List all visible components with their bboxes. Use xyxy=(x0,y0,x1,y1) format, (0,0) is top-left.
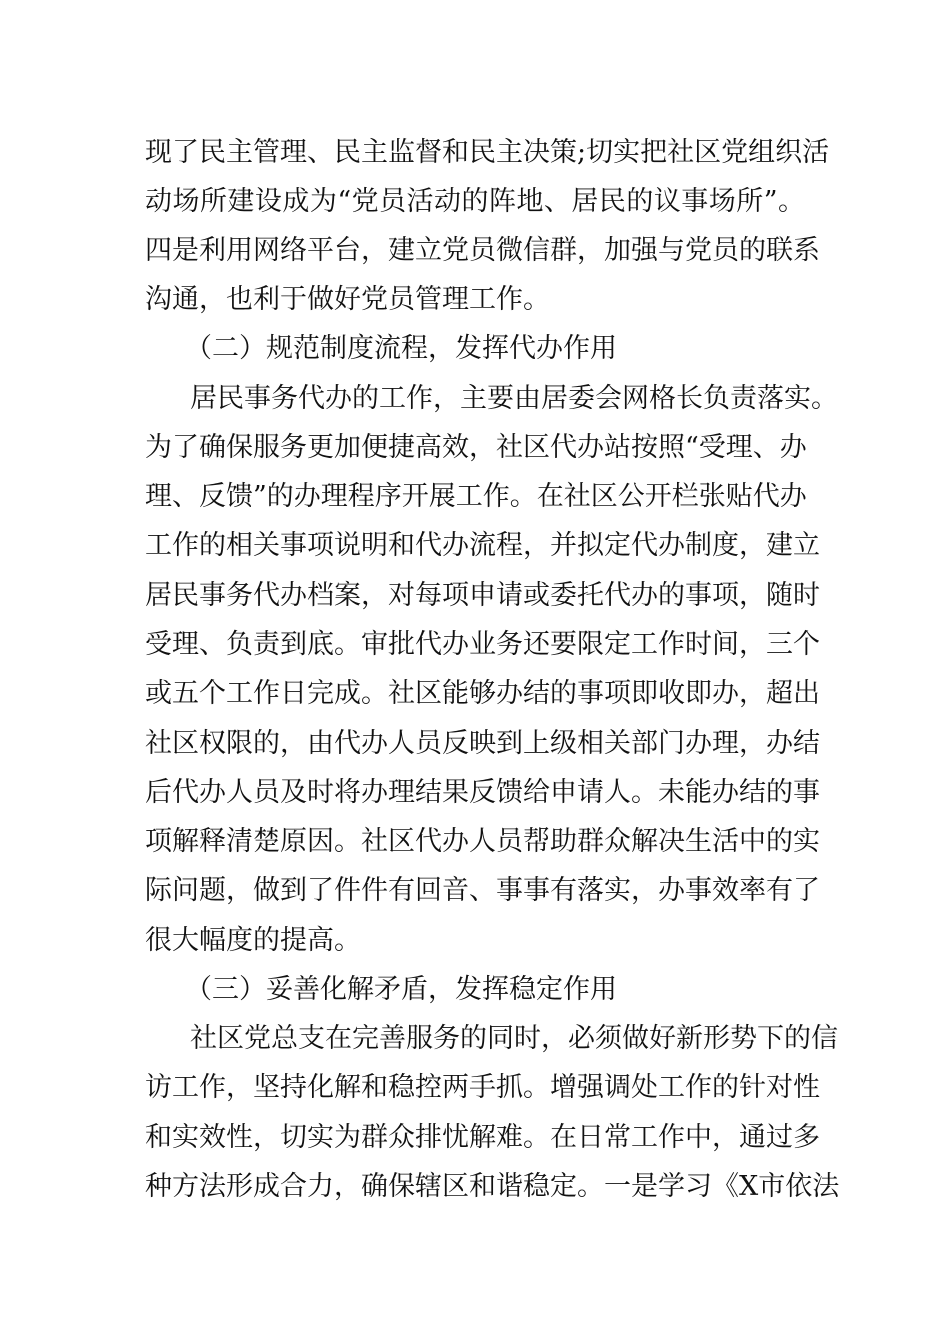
body-text-line: 很大幅度的提高。 xyxy=(145,925,361,956)
body-text-line: 后代办人员及时将办理结果反馈给申请人。未能办结的事 xyxy=(145,777,820,808)
body-text-line: 际问题，做到了件件有回音、事事有落实，办事效率有了 xyxy=(145,875,820,906)
body-text-line: 理、反馈”的办理程序开展工作。在社区公开栏张贴代办 xyxy=(145,481,807,512)
body-text-line: 现了民主管理、民主监督和民主决策;切实把社区党组织活 xyxy=(145,137,830,168)
body-text-line: 访工作，坚持化解和稳控两手抓。增强调处工作的针对性 xyxy=(145,1072,820,1103)
body-text-line: 和实效性，切实为群众排忧解难。在日常工作中，通过多 xyxy=(145,1122,820,1153)
paragraph-first-line: 社区党总支在完善服务的同时，必须做好新形势下的信 xyxy=(190,1023,838,1054)
body-text-line: 居民事务代办档案，对每项申请或委托代办的事项，随时 xyxy=(145,580,820,611)
body-text-line: 受理、负责到底。审批代办业务还要限定工作时间，三个 xyxy=(145,629,820,660)
body-text-line: 项解释清楚原因。社区代办人员帮助群众解决生活中的实 xyxy=(145,826,820,857)
body-text-line: 四是利用网络平台，建立党员微信群，加强与党员的联系 xyxy=(145,235,820,266)
paragraph-first-line: 居民事务代办的工作，主要由居委会网格长负责落实。 xyxy=(190,383,838,414)
body-text-line: 或五个工作日完成。社区能够办结的事项即收即办，超出 xyxy=(145,678,820,709)
section-heading-3: （三）妥善化解矛盾，发挥稳定作用 xyxy=(185,974,617,1005)
body-text-line: 沟通，也利于做好党员管理工作。 xyxy=(145,284,550,315)
body-text-line: 为了确保服务更加便捷高效，社区代办站按照“受理、办 xyxy=(145,432,807,463)
section-heading-2: （二）规范制度流程，发挥代办作用 xyxy=(185,333,617,364)
body-text-line: 工作的相关事项说明和代办流程，并拟定代办制度，建立 xyxy=(145,530,820,561)
body-text-line: 动场所建设成为“党员活动的阵地、居民的议事场所”。 xyxy=(145,186,805,217)
body-text-line: 种方法形成合力，确保辖区和谐稳定。一是学习《X市依法 xyxy=(145,1171,840,1202)
body-text-line: 社区权限的，由代办人员反映到上级相关部门办理，办结 xyxy=(145,728,820,759)
